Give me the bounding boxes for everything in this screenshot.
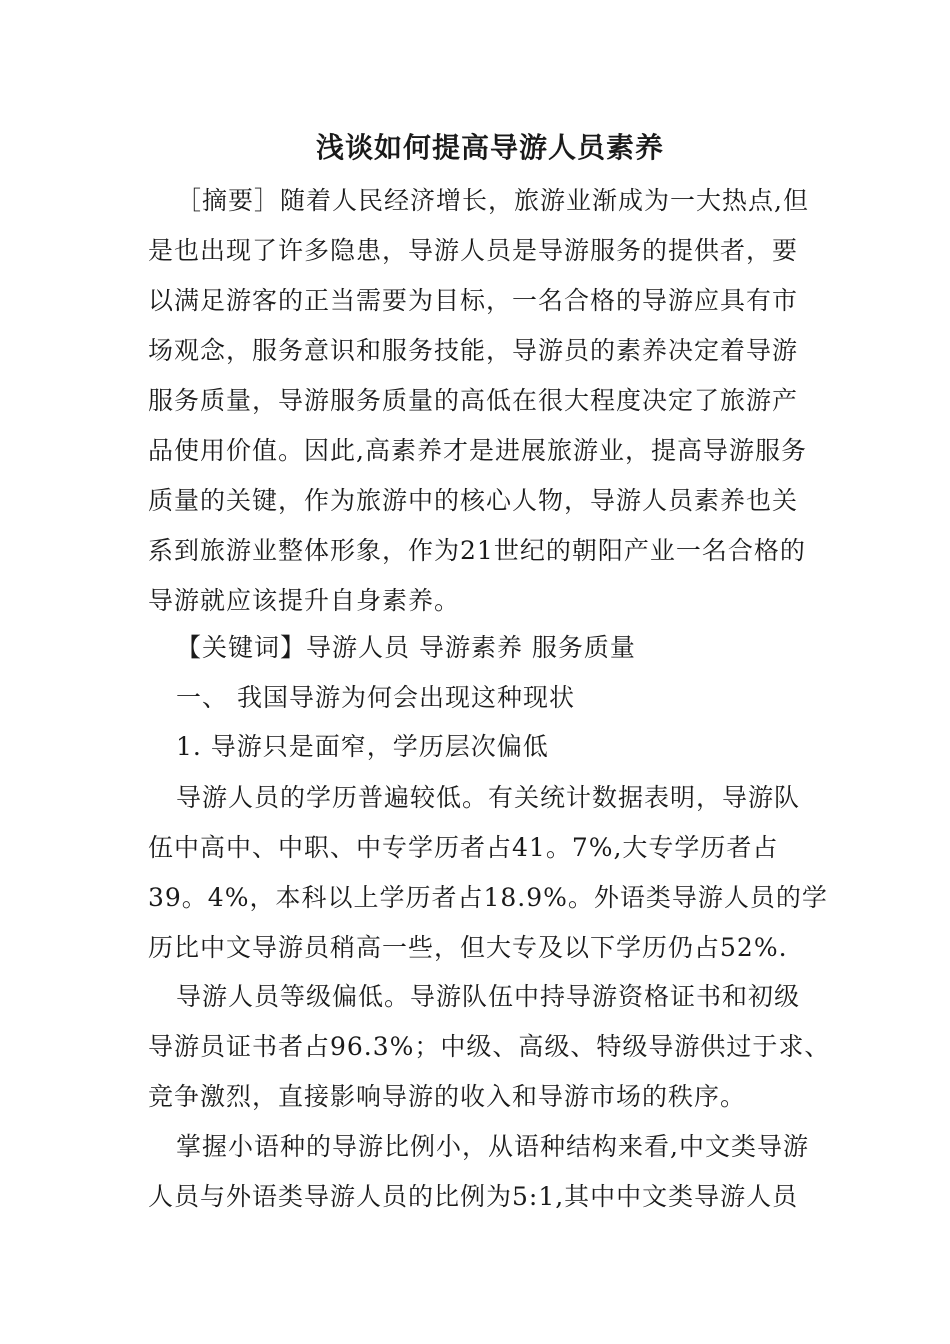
abstract-line-7: 质量的关键，作为旅游中的核心人物，导游人员素养也关 [148,486,799,515]
abstract-line-9: 导游就应该提升自身素养。 [148,586,461,615]
abstract-line-6: 品使用价值。因此,高素养才是进展旅游业，提高导游服务 [148,436,807,465]
abstract-line-3: 以满足游客的正当需要为目标，一名合格的导游应具有市 [148,286,799,315]
abstract-line-5: 服务质量，导游服务质量的高低在很大程度决定了旅游产 [148,386,799,415]
paragraph-2-line-3: 竞争激烈，直接影响导游的收入和导游市场的秩序。 [148,1082,747,1111]
paragraph-1-line-2: 伍中高中、中职、中专学历者占41。7%,大专学历者占 [148,833,779,862]
abstract-line-1: ［摘要］随着人民经济增长，旅游业渐成为一大热点,但 [176,186,809,215]
section-heading-1: 一、 我国导游为何会出现这种现状 [176,683,575,712]
subsection-heading-1: 1. 导游只是面窄，学历层次偏低 [176,732,549,761]
abstract-line-4: 场观念，服务意识和服务技能，导游员的素养决定着导游 [148,336,799,365]
paragraph-1-line-3: 39。4%，本科以上学历者占18.9%。外语类导游人员的学 [148,883,828,912]
abstract-line-8: 系到旅游业整体形象，作为21世纪的朝阳产业一名合格的 [148,536,806,565]
paragraph-3-line-1: 掌握小语种的导游比例小，从语种结构来看,中文类导游 [176,1132,809,1161]
paragraph-1-line-4: 历比中文导游员稍高一些，但大专及以下学历仍占52%. [148,933,788,962]
paragraph-2-line-2: 导游员证书者占96.3%；中级、高级、特级导游供过于求、 [148,1032,831,1061]
paragraph-1-line-1: 导游人员的学历普遍较低。有关统计数据表明，导游队 [176,783,801,812]
keywords-line: 【关键词】导游人员 导游素养 服务质量 [176,633,636,662]
document-title: 浅谈如何提高导游人员素养 [315,131,664,164]
paragraph-3-line-2: 人员与外语类导游人员的比例为5:1,其中中文类导游人员 [148,1182,799,1211]
paragraph-2-line-1: 导游人员等级偏低。导游队伍中持导游资格证书和初级 [176,982,801,1011]
abstract-line-2: 是也出现了许多隐患，导游人员是导游服务的提供者，要 [148,236,799,265]
